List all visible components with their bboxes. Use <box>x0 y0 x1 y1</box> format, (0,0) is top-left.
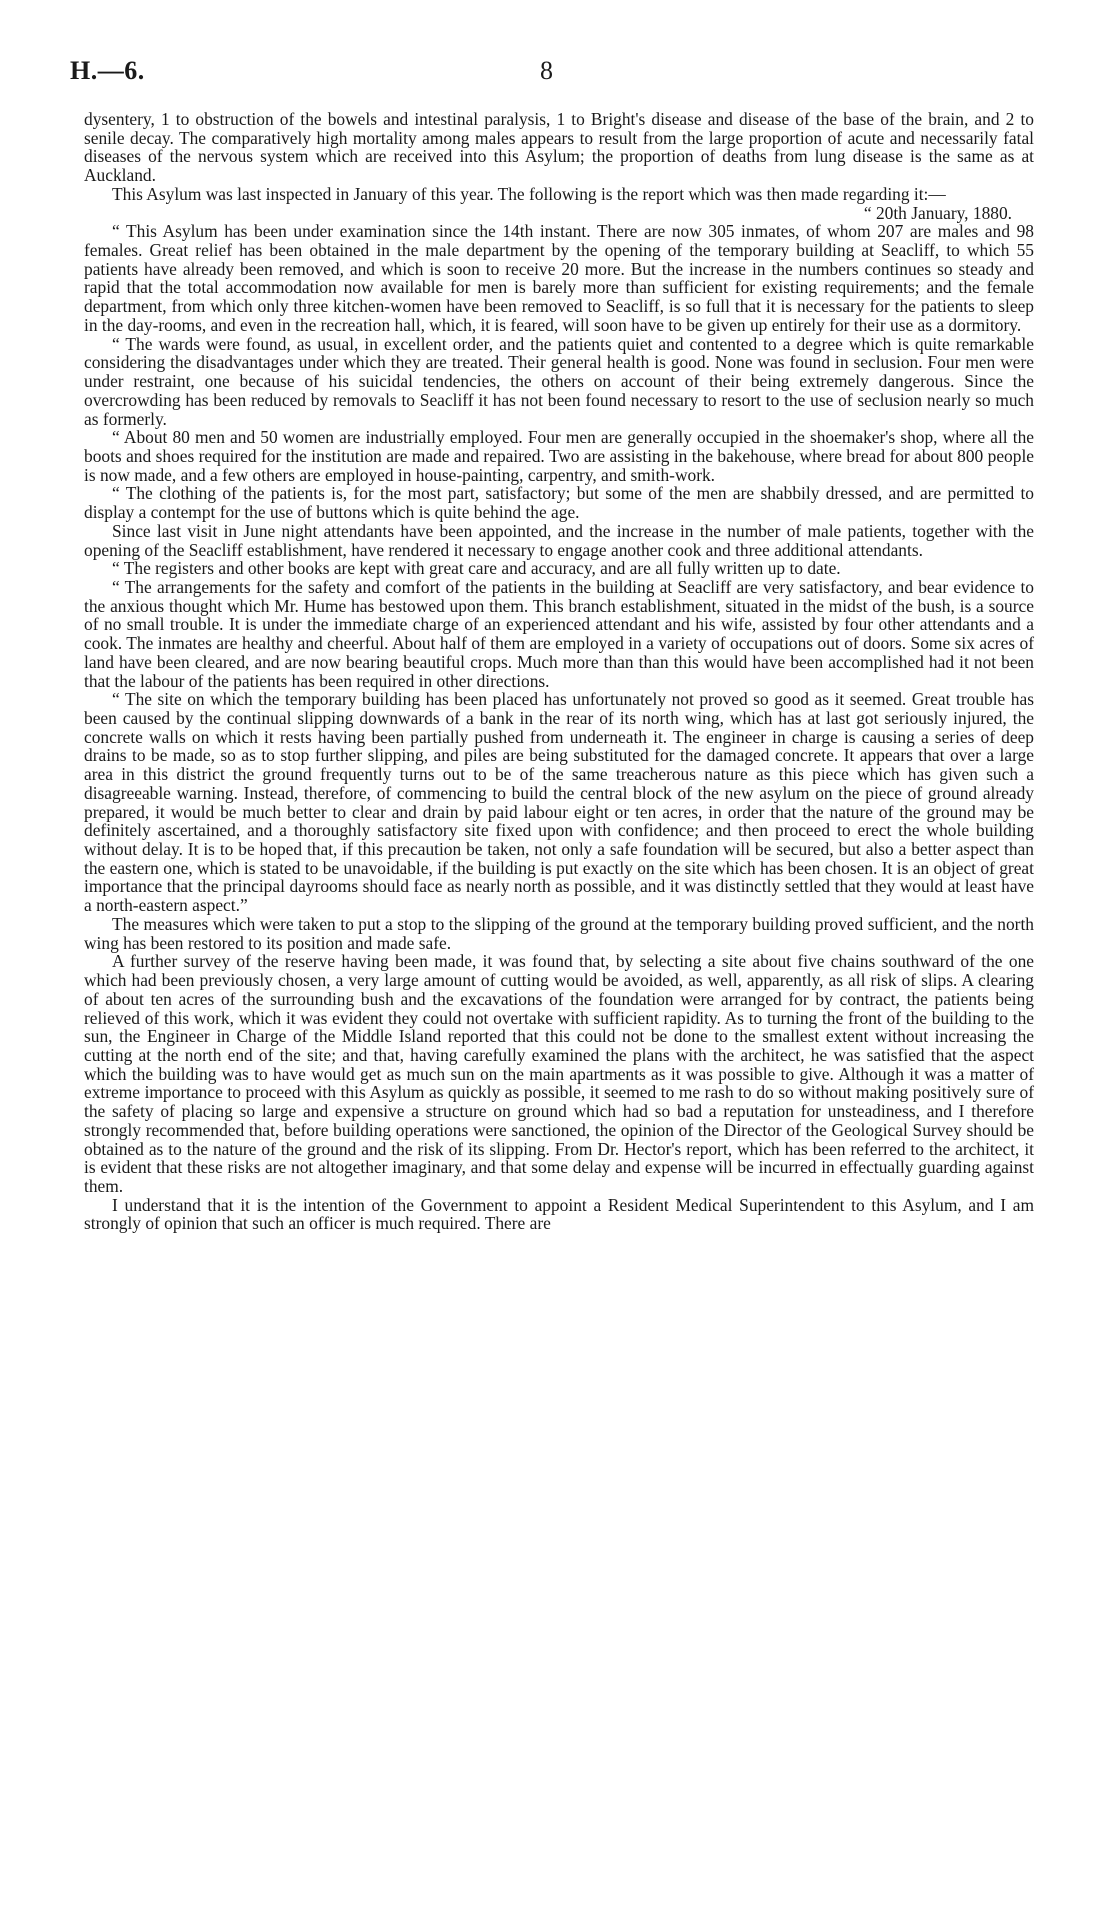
paragraph-slipping-measures: The measures which were taken to put a stop to the slipping of the ground at the temporary building proved sufficient, and the north wing has been restored to its position and made safe. <box>84 913 1034 953</box>
paragraph-further-survey: A further survey of the reserve having been made, it was found that, by selecting a site about five chains southward of the one which had been previously chosen, a very large amount of cutting would be avoided, as well, apparently, as all risk of slips. A clearing of about ten acres of the surrounding bush and the excavations of the foundation were arranged for by contract, the patients being relieved of this work, which it was evident they could not overtake with sufficient rapidity. As to turning the front of the building to the sun, the Engineer in Charge of the Middle Island reported that this could not be done to the smallest extent without increasing the cutting at the north end of the site; and that, having carefully examined the plans with the architect, he was satisfied that the aspect which the building was to have would get as much sun on the main apartments as it was possible to give. Although it was a matter of extreme importance to proceed with this Asylum as quickly as possible, it seemed to me rash to do so without making positively sure of the safety of placing so large and expensive a structure on ground which had so bad a reputation for unsteadiness, and I therefore strongly recommended that, before building operations were sanctioned, the opinion of the Director of the Geological Survey should be obtained as to the nature of the ground and the risk of its slipping. From Dr. Hector's report, which has been referred to the architect, it is evident that these risks are not altogether imaginary, and that some delay and expense will be incurred in effectually guarding against them. <box>84 951 1034 1196</box>
paragraph-last-inspection: This Asylum was last inspected in January of this year. The following is the report which was then made regarding it:— <box>112 183 946 204</box>
body-text <box>84 110 1034 1233</box>
paragraph-report-attendants: Since last visit in June night attendants have been appointed, and the increase in the number of male patients, together with the opening of the Seacliff establishment, have rendered it necessary to engage another cook and three additional attendants. <box>84 520 1034 560</box>
page-number: 8 <box>540 56 553 85</box>
paragraph-report-site: “ The site on which the temporary building has been placed has unfortunately not proved so good as it seemed. Great trouble has been caused by the continual slipping downwards of a bank in the rear of its north wing, which has at last got seriously injured, the concrete walls on which it rests having been partially pushed from underneath it. The engineer in charge is causing a series of deep drains to be made, so as to stop further slipping, and piles are being substituted for the damaged concrete. It appears that over a large area in this district the ground frequently turns out to be of the same treacherous nature as this piece which has given such a disagreeable warning. Instead, therefore, of commencing to build the central block of the new asylum on the piece of ground already prepared, it would be much better to clear and drain by paid labour eight or ten acres, in order that the nature of the ground may be definitely ascertained, and a thoroughly satisfactory site fixed upon with confidence; and then proceed to erect the whole building without delay. It is to be hoped that, if this precaution be taken, not only a safe foundation will be secured, but also a better aspect than the eastern one, which is stated to be unavoidable, if the building is put exactly on the site which has been chosen. It is an object of great importance that the principal dayrooms should face as nearly north as possible, and it was distinctly settled that they would at least have a north-eastern aspect.” <box>84 689 1034 916</box>
paragraph-report-wards: “ The wards were found, as usual, in excellent order, and the patients quiet and contented to a degree which is quite remarkable considering the disadvantages under which they are treated. Their general health is good. None was found in seclusion. Four men were under restraint, one because of his suicidal tendencies, the others on account of their being extremely dangerous. Since the overcrowding has been reduced by removals to Seacliff it has not been found necessary to resort to the use of seclusion nearly so much as formerly. <box>84 333 1034 429</box>
page-header <box>70 56 1034 90</box>
document-reference: H.—6. <box>70 56 145 85</box>
paragraph-report-seacliff: “ The arrangements for the safety and comfort of the patients in the building at Seacliff are very satisfactory, and bear evidence to the anxious thought which Mr. Hume has bestowed upon them. This branch establishment, situated in the midst of the bush, is a source of no small trouble. It is under the immediate charge of an experienced attendant and his wife, assisted by four other attendants and a cook. The inmates are healthy and cheerful. About half of them are employed in a variety of occupations out of doors. Some six acres of land have been cleared, and are now bearing beautiful crops. Much more than than this would have been accomplished had it not been that the labour of the patients has been required in other directions. <box>84 576 1034 691</box>
paragraph-report-employment: “ About 80 men and 50 women are industrially employed. Four men are generally occupied in the shoemaker's shop, where all the boots and shoes required for the institution are made and repaired. Two are assisting in the bakehouse, where bread for about 800 people is now made, and a few others are employed in house-painting, carpentry, and smith-work. <box>84 427 1034 485</box>
paragraph-medical-superintendent: I understand that it is the intention of the Government to appoint a Resident Medical Superintendent to this Asylum, and I am strongly of opinion that such an officer is much required. There are <box>84 1194 1034 1234</box>
paragraph-mortality-summary: dysentery, 1 to obstruction of the bowels and intestinal paralysis, 1 to Bright's disease and disease of the base of the brain, and 2 to senile decay. The comparatively high mortality among males appears to result from the large proportion of acute and necessarily fatal diseases of the nervous system which are received into this Asylum; the proportion of deaths from lung disease is the same as at Auckland. <box>84 109 1034 186</box>
paragraph-report-clothing: “ The clothing of the patients is, for the most part, satisfactory; but some of the men are shabbily dressed, and are permitted to display a contempt for the use of buttons which is quite behind the age. <box>84 483 1034 523</box>
paragraph-report-inmates: “ This Asylum has been under examination since the 14th instant. There are now 305 inmates, of whom 207 are males and 98 females. Great relief has been obtained in the male department by the opening of the temporary building at Seacliff, to which 55 patients have already been removed, and which is soon to receive 20 more. But the increase in the numbers continues so steady and rapid that the total accommodation now available for men is barely more than sufficient for existing requirements; and the female department, from which only three kitchen-women have been removed to Seacliff, is so full that it is necessary for the patients to sleep in the day-rooms, and even in the recreation hall, which, it is feared, will soon have to be given up entirely for their use as a dormitory. <box>84 221 1034 335</box>
report-dateline: “ 20th January, 1880. <box>863 202 1012 223</box>
paragraph-report-registers: “ The registers and other books are kept with great care and accuracy, and are all fully written up to date. <box>112 558 841 579</box>
